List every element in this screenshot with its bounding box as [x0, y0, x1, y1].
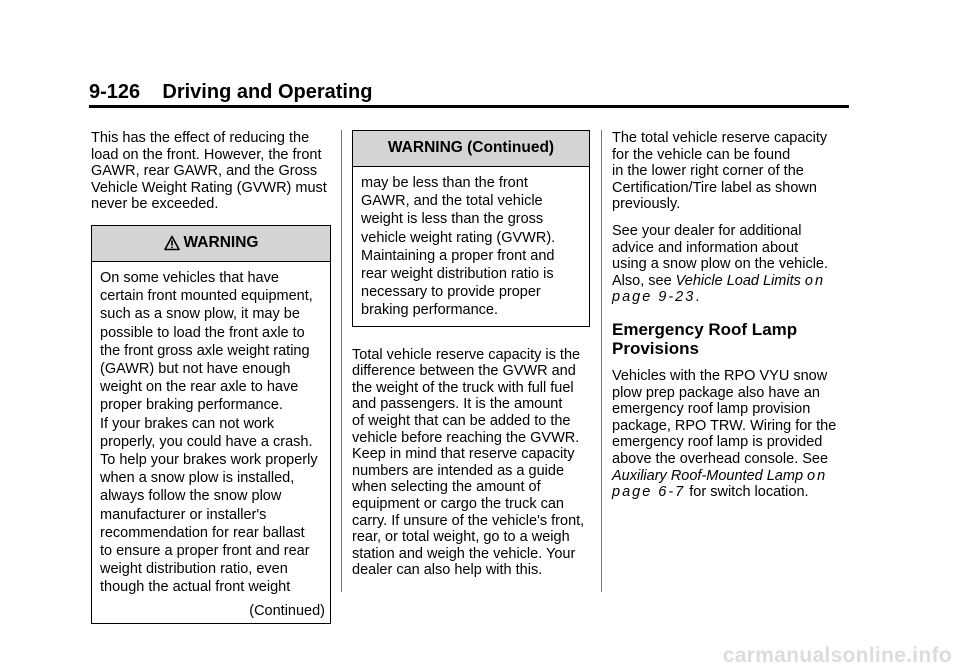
warning-body: On some vehicles that have certain front mounted equipment, such as a snow plow, it may be possible to load the front axle to the front gross axle weight rating (GAWR) but not have enough weight on the rear axle to have proper braking performance. If your brakes can not work properly, you could have a crash. To help your brakes work properly when a snow plow is installed, always follow the snow plow manufacturer or installer's recommendation for rear ballast to ensure a proper front and rear weight distribution ratio, even though the actual front weight	[100, 269, 318, 596]
reserve-capacity-location-paragraph: The total vehicle reserve capacity for the vehicle can be found in the lower right corner of the Certification/Tire label as shown previously.	[612, 130, 828, 213]
vehicle-load-limits-link-page: on page 9-23	[612, 272, 826, 306]
reserve-capacity-paragraph: Total vehicle reserve capacity is the difference between the GVWR and the weight of the truck with full fuel and passengers. It is the amount of weight that can be added to the vehicle before reaching the GVWR. Keep in mind that reserve capacity numbers are intended as a guide when selecting the amount of equipment or cargo the truck can carry. If unsure of the vehicle's front, rear, or total weight, go to a weigh station and weigh the vehicle. Your dealer can also help with this.	[352, 346, 585, 579]
roof-lamp-text: Vehicles with the RPO VYU snow plow prep package also have an emergency roof lamp provision package, RPO TRW. Wiring for the emergency roof lamp is provided above the overhead console. See	[612, 367, 837, 467]
dealer-advice-end: .	[695, 289, 700, 306]
page-number: 9-126	[89, 81, 141, 103]
warning-header	[92, 226, 330, 262]
column-3	[612, 130, 860, 511]
warning-triangle-icon	[164, 235, 180, 251]
warning-continued-body: may be less than the front GAWR, and the total vehicle weight is less than the gross vehicle weight rating (GVWR). Maintaining a proper front and rear weight distribution ratio is necessary to provide proper braking performance.	[361, 175, 556, 319]
page-title	[89, 81, 372, 103]
intro-paragraph: This has the effect of reducing the load on the front. However, the front GAWR, rear GAWR, and the Gross Vehicle Weight Rating (GVWR) must never be exceeded.	[91, 130, 327, 213]
column-divider-1	[341, 130, 342, 592]
roof-lamp-paragraph	[612, 368, 860, 501]
emergency-roof-lamp-heading: Emergency Roof Lamp Provisions	[612, 319, 798, 358]
vehicle-load-limits-link-title: Vehicle Load Limits	[675, 272, 805, 289]
dealer-advice-text: See your dealer for additional advice and information about using a snow plow on the vehicle. Also, see	[612, 222, 829, 289]
section-title: Driving and Operating	[162, 81, 373, 103]
column-1	[91, 130, 331, 624]
warning-continued-box	[352, 130, 590, 327]
auxiliary-roof-lamp-link-page: on page 6-7	[612, 467, 828, 501]
warning-title: WARNING	[183, 234, 259, 252]
dealer-advice-paragraph	[612, 223, 860, 306]
column-2	[352, 130, 590, 589]
page-header	[89, 80, 849, 104]
auxiliary-roof-lamp-link-title: Auxiliary Roof-Mounted Lamp	[612, 467, 808, 484]
continued-label: (Continued)	[249, 602, 325, 619]
warning-box	[91, 225, 331, 624]
warning-continued-title: WARNING (Continued)	[387, 139, 555, 157]
watermark-text: carmanualsonline.info	[722, 644, 952, 667]
column-divider-2	[601, 130, 602, 592]
header-rule	[89, 105, 849, 108]
roof-lamp-end: for switch location.	[685, 484, 809, 501]
warning-continued-header	[353, 131, 589, 167]
